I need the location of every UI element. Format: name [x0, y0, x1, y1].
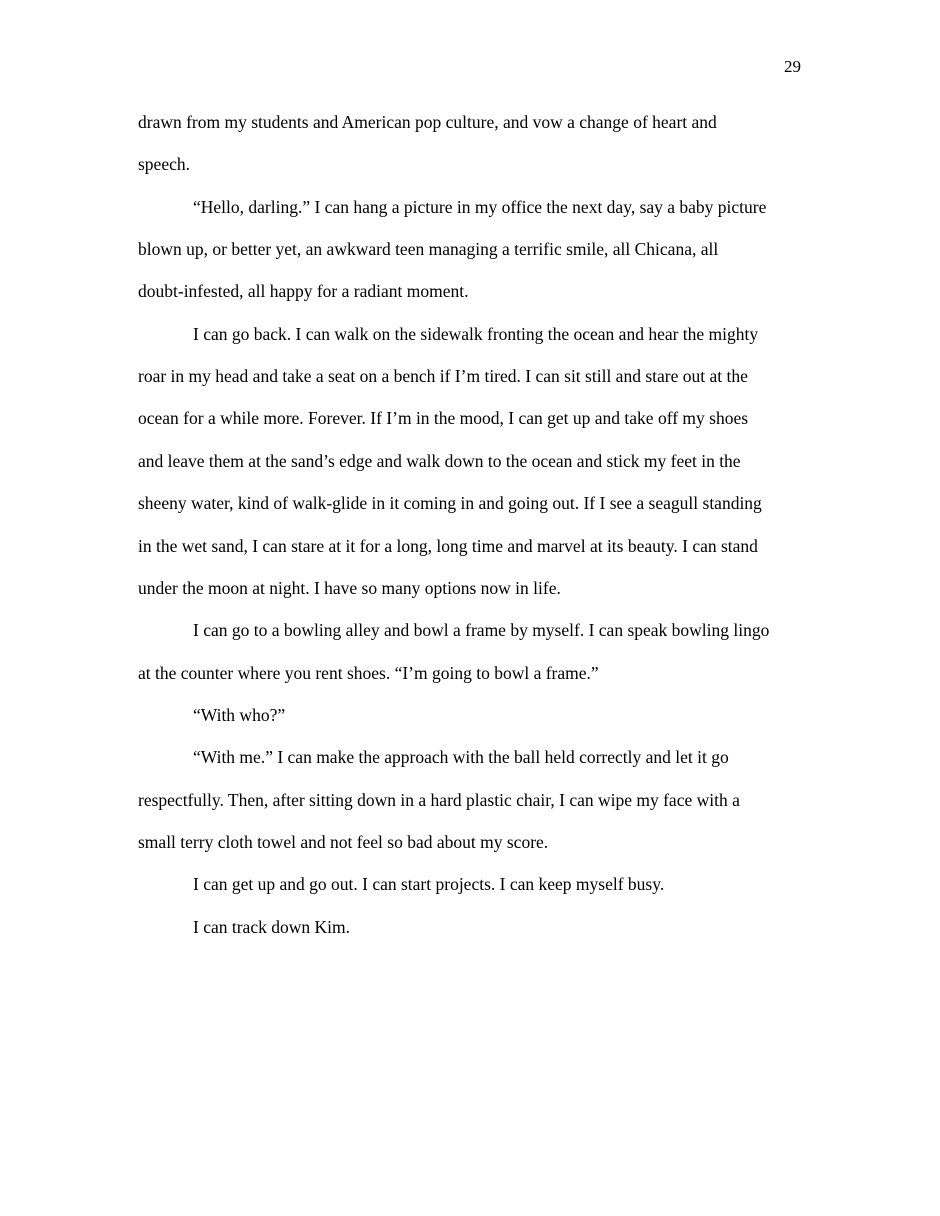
text-line: ocean for a while more. Forever. If I’m in the mood, I can get up and take off my shoes: [138, 408, 749, 429]
text-line: “With who?”: [193, 704, 286, 725]
page-number: 29: [784, 57, 801, 76]
text-line: roar in my head and take a seat on a bench if I’m tired. I can sit still and stare out at the: [138, 366, 748, 387]
text-line: I can get up and go out. I can start projects. I can keep myself busy.: [193, 874, 665, 895]
text-line: in the wet sand, I can stare at it for a long, long time and marvel at its beauty. I can stand: [138, 535, 758, 556]
text-line: under the moon at night. I have so many options now in life.: [138, 577, 561, 598]
text-line: doubt-infested, all happy for a radiant moment.: [138, 281, 469, 302]
text-line: blown up, or better yet, an awkward teen managing a terrific smile, all Chicana, all: [138, 239, 719, 260]
text-line: respectfully. Then, after sitting down in a hard plastic chair, I can wipe my face with a: [138, 789, 740, 810]
text-line: I can go back. I can walk on the sidewalk fronting the ocean and hear the mighty: [193, 323, 759, 344]
text-line: at the counter where you rent shoes. “I’m going to bowl a frame.”: [138, 662, 599, 683]
text-line: speech.: [138, 154, 190, 175]
text-line: I can go to a bowling alley and bowl a frame by myself. I can speak bowling lingo: [193, 620, 770, 641]
text-line: I can track down Kim.: [193, 916, 350, 937]
text-line: “Hello, darling.” I can hang a picture in my office the next day, say a baby picture: [193, 196, 767, 217]
text-line: sheeny water, kind of walk-glide in it coming in and going out. If I see a seagull standing: [138, 493, 762, 514]
text-line: and leave them at the sand’s edge and walk down to the ocean and stick my feet in the: [138, 450, 741, 471]
text-line: drawn from my students and American pop culture, and vow a change of heart and: [138, 112, 717, 132]
text-line: “With me.” I can make the approach with the ball held correctly and let it go: [193, 747, 729, 768]
text-line: small terry cloth towel and not feel so bad about my score.: [138, 831, 549, 852]
